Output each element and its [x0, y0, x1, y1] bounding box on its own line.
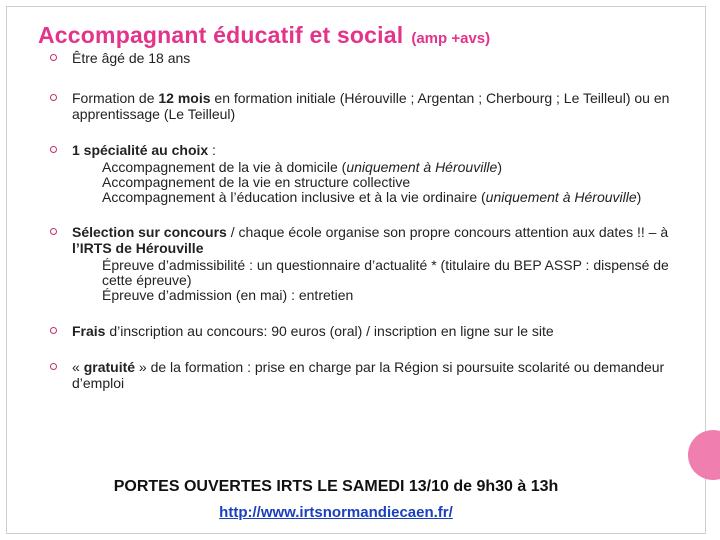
age-text: Être âgé de 18 ans	[72, 50, 191, 66]
selection-item-text: Épreuve d’admission (en mai) : entretien	[102, 287, 354, 303]
formation-prefix: Formation de	[72, 90, 159, 106]
formation-duration: 12 mois	[158, 90, 211, 106]
selection-item	[80, 288, 680, 303]
selection-text: / chaque école organise son propre concours attention aux dates !! – à	[226, 224, 669, 240]
website-link[interactable]: http://www.irtsnormandiecaen.fr/	[219, 504, 453, 521]
specialite-item-text: Accompagnement de la vie à domicile (	[102, 159, 347, 175]
specialite-item-text: Accompagnement de la vie en structure collective	[102, 174, 411, 190]
selection-item	[80, 258, 680, 288]
gratuite-text: » de la formation : prise en charge par la Région si poursuite scolarité ou demandeur d’emploi	[72, 359, 665, 391]
formation-suffix: en formation initiale (Hérouville ; Argentan ; Cherbourg ; Le Teilleul) ou en apprentissage (Le Teilleul)	[72, 90, 670, 122]
footer	[0, 478, 672, 522]
gratuite-heading: gratuité	[83, 359, 136, 375]
specialite-item-post: )	[497, 159, 502, 175]
bullet-selection	[50, 224, 680, 303]
bullet-formation	[50, 90, 680, 122]
specialite-item	[80, 175, 680, 190]
title-main: Accompagnant éducatif et social	[38, 22, 404, 48]
specialite-item	[80, 190, 680, 205]
selection-list	[72, 258, 680, 303]
specialite-item-post: )	[636, 189, 642, 205]
bullet-frais	[50, 323, 680, 339]
specialite-item-em: uniquement à Hérouville	[346, 159, 498, 175]
open-day-announcement: PORTES OUVERTES IRTS LE SAMEDI 13/10 de 9h30 à 13h	[113, 478, 559, 495]
specialite-heading: 1 spécialité au choix	[72, 142, 209, 158]
specialite-colon: :	[208, 142, 216, 158]
page-title	[38, 22, 490, 49]
specialite-item-em: uniquement à Hérouville	[485, 189, 637, 205]
specialite-list	[72, 160, 680, 205]
selection-heading: Sélection sur concours	[72, 224, 227, 240]
selection-irts: l’IRTS de Hérouville	[72, 240, 204, 256]
bullet-list	[50, 50, 680, 391]
frais-text: d’inscription au concours: 90 euros (oral) / inscription en ligne sur le site	[105, 323, 554, 339]
frais-heading: Frais	[72, 323, 106, 339]
bullet-specialite	[50, 142, 680, 205]
gratuite-prefix: «	[72, 359, 84, 375]
bullet-age	[50, 50, 680, 66]
bullet-gratuite	[50, 359, 680, 391]
title-sub: (amp +avs)	[411, 30, 491, 47]
specialite-item	[80, 160, 680, 175]
selection-item-text: Épreuve d’admissibilité : un questionnaire d’actualité * (titulaire du BEP ASSP : dispensé de cette épreuve)	[102, 257, 669, 288]
specialite-item-text: Accompagnement à l’éducation inclusive et à la vie ordinaire (	[102, 189, 486, 205]
